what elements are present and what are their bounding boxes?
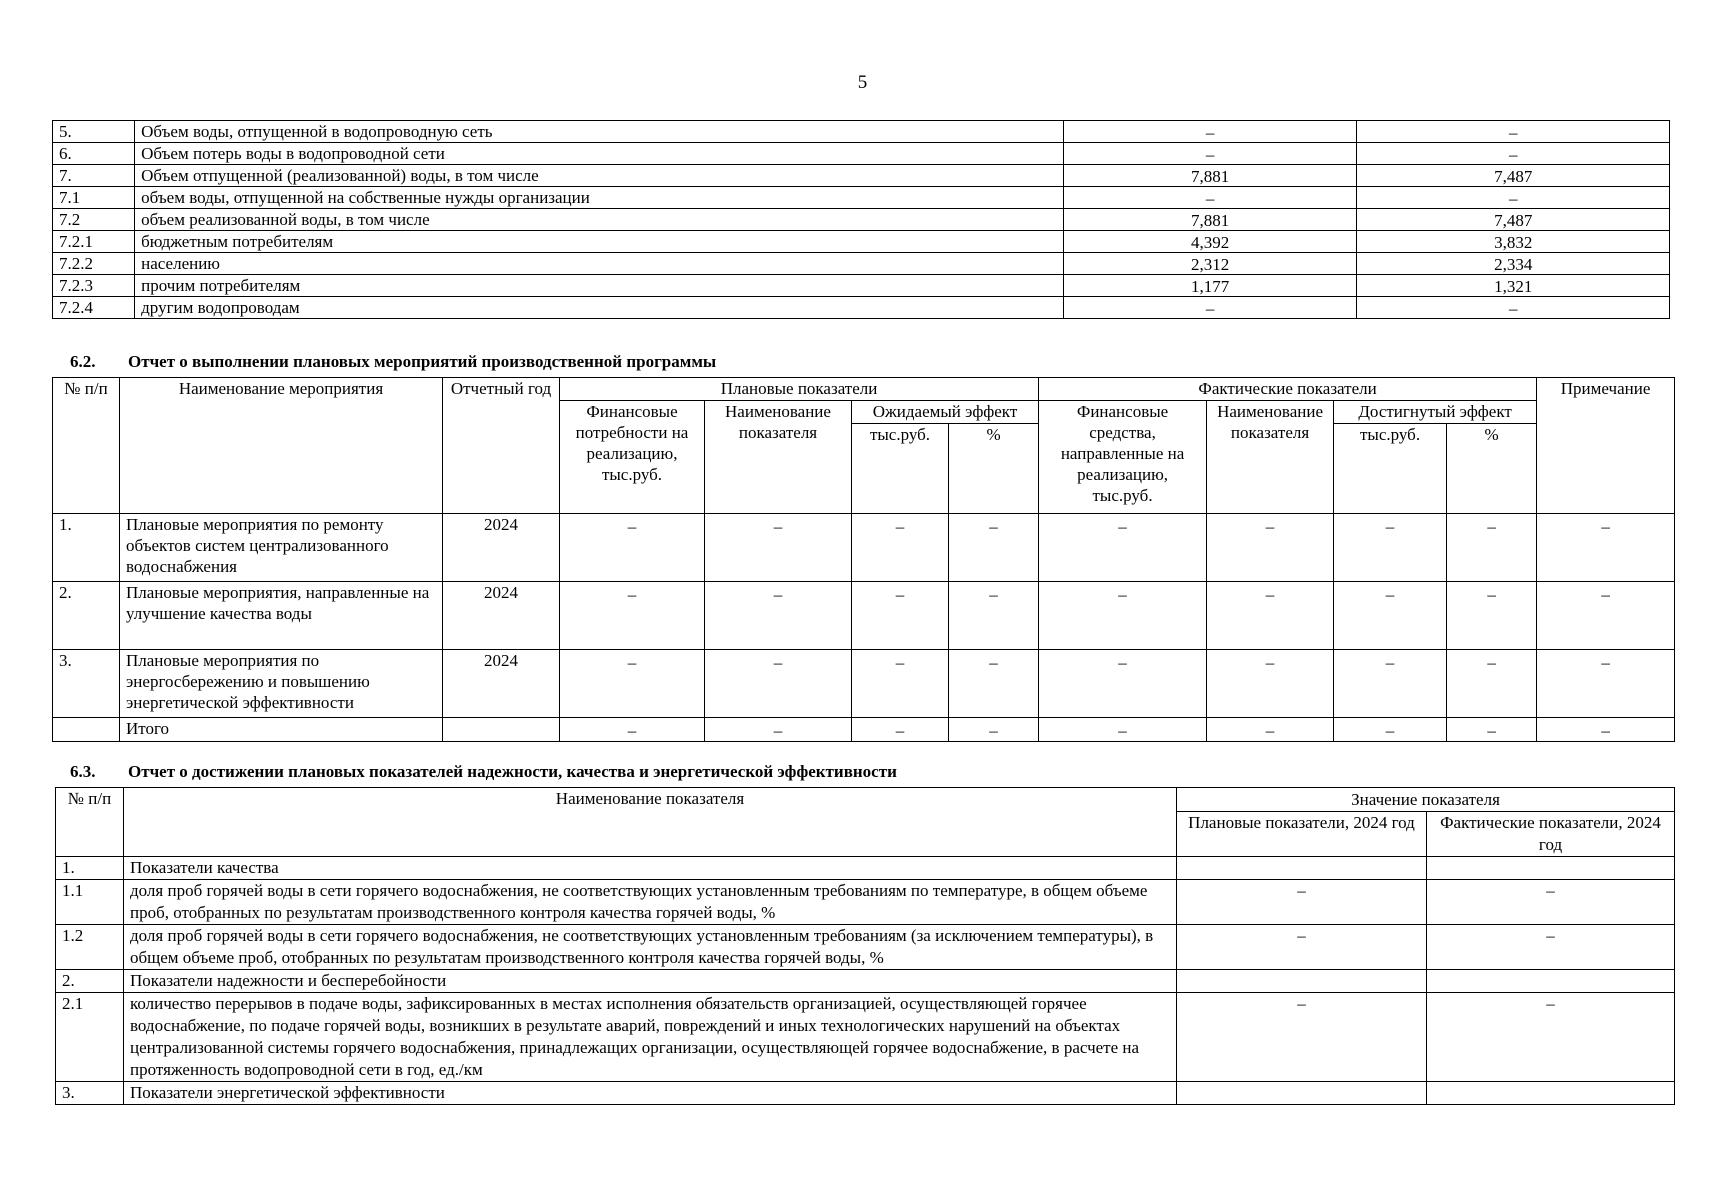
table-row — [56, 925, 1675, 970]
row-value-planned: 7,881 — [1063, 165, 1357, 187]
row-name: Показатели надежности и бесперебойности — [124, 970, 1177, 993]
table-row — [53, 650, 1675, 718]
row-value-actual: – — [1357, 187, 1670, 209]
row-plan-indicator: – — [705, 650, 852, 718]
row-name: доля проб горячей воды в сети горячего водоснабжения, не соответствующих установленным требованиям (за исключением температуры), в общем объеме проб, отобранных по результатам производственного контроля качества горячей воды, % — [124, 925, 1177, 970]
header-measure-name: Наименование мероприятия — [120, 378, 443, 514]
row-plan-thous: – — [852, 514, 949, 582]
header-num: № п/п — [53, 378, 120, 514]
row-fact-fin: – — [1039, 514, 1207, 582]
row-value-planned — [1177, 1082, 1427, 1105]
header-note: Примечание — [1537, 378, 1675, 514]
table-row — [53, 582, 1675, 650]
table-row — [56, 970, 1675, 993]
row-value-actual: – — [1357, 121, 1670, 143]
table-row — [53, 231, 1670, 253]
row-plan-thous: – — [852, 582, 949, 650]
total-row — [53, 718, 1675, 742]
section-number: 6.3. — [70, 762, 96, 781]
row-value-planned: – — [1177, 993, 1427, 1082]
table-row — [53, 121, 1670, 143]
total-plan-pct: – — [949, 718, 1039, 742]
row-name: Показатели энергетической эффективности — [124, 1082, 1177, 1105]
row-fact-fin: – — [1039, 650, 1207, 718]
total-plan-indicator: – — [705, 718, 852, 742]
row-name: Показатели качества — [124, 857, 1177, 880]
row-value-actual: – — [1357, 297, 1670, 319]
row-number: 3. — [56, 1082, 124, 1105]
row-number — [53, 718, 120, 742]
row-value-planned: – — [1063, 187, 1357, 209]
table-row — [53, 514, 1675, 582]
row-name: бюджетным потребителям — [135, 231, 1064, 253]
header-num: № п/п — [56, 788, 124, 857]
row-number: 1. — [56, 857, 124, 880]
row-year: 2024 — [443, 650, 560, 718]
total-note: – — [1537, 718, 1675, 742]
row-number: 2. — [56, 970, 124, 993]
row-note: – — [1537, 514, 1675, 582]
total-fact-fin: – — [1039, 718, 1207, 742]
row-plan-indicator: – — [705, 582, 852, 650]
header-plan-effect: Ожидаемый эффект — [852, 401, 1039, 424]
row-value-actual: 3,832 — [1357, 231, 1670, 253]
row-number: 7.2.1 — [53, 231, 135, 253]
row-plan-pct: – — [949, 582, 1039, 650]
total-fact-thous: – — [1334, 718, 1447, 742]
row-name: доля проб горячей воды в сети горячего водоснабжения, не соответствующих установленным требованиям по температуре, в общем объеме проб, отобранных по результатам производственного контроля качества горячей воды, % — [124, 880, 1177, 925]
water-volume-table — [52, 120, 1670, 319]
row-year: 2024 — [443, 514, 560, 582]
total-fact-indicator: – — [1207, 718, 1334, 742]
row-value-planned — [1177, 970, 1427, 993]
row-plan-fin: – — [560, 514, 705, 582]
row-name: количество перерывов в подаче воды, зафиксированных в местах исполнения обязательств организацией, осуществляющей горячее водоснабжение, по подаче горячей воды, возникших в результате аварий, повреждений и иных технологических нарушений на объектах централизованной системы горячего водоснабжения, принадлежащих организации, осуществляющей горячее водоснабжение, в расчете на протяженность водопроводной сети в год, ед./км — [124, 993, 1177, 1082]
header-plan-thous: тыс.руб. — [852, 424, 949, 514]
header-year: Отчетный год — [443, 378, 560, 514]
row-value-planned: – — [1177, 925, 1427, 970]
section-6-3-heading — [70, 762, 897, 782]
row-plan-thous: – — [852, 650, 949, 718]
total-fact-pct: – — [1447, 718, 1537, 742]
row-value-planned: – — [1063, 297, 1357, 319]
header-actual: Фактические показатели, 2024 год — [1427, 812, 1675, 857]
row-fact-pct: – — [1447, 514, 1537, 582]
total-plan-thous: – — [852, 718, 949, 742]
total-plan-fin: – — [560, 718, 705, 742]
row-name: Плановые мероприятия, направленные на улучшение качества воды — [120, 582, 443, 650]
header-fact-fin: Финансовые средства, направленные на реализацию, тыс.руб. — [1039, 401, 1207, 514]
row-fact-indicator: – — [1207, 650, 1334, 718]
table-row — [56, 1082, 1675, 1105]
row-value-planned: – — [1177, 880, 1427, 925]
row-name: объем реализованной воды, в том числе — [135, 209, 1064, 231]
row-plan-indicator: – — [705, 514, 852, 582]
row-number: 1.1 — [56, 880, 124, 925]
row-fact-indicator: – — [1207, 514, 1334, 582]
row-value-actual: 7,487 — [1357, 209, 1670, 231]
header-plan-fin: Финансовые потребности на реализацию, тыс.руб. — [560, 401, 705, 514]
row-name: прочим потребителям — [135, 275, 1064, 297]
table-row — [53, 209, 1670, 231]
row-value-actual: 1,321 — [1357, 275, 1670, 297]
row-plan-fin: – — [560, 650, 705, 718]
row-number: 7.1 — [53, 187, 135, 209]
row-name: Плановые мероприятия по энергосбережению и повышению энергетической эффективности — [120, 650, 443, 718]
row-number: 7.2.2 — [53, 253, 135, 275]
row-value-planned — [1177, 857, 1427, 880]
header-indicator-name: Наименование показателя — [124, 788, 1177, 857]
row-plan-pct: – — [949, 514, 1039, 582]
table-row — [53, 297, 1670, 319]
section-number: 6.2. — [70, 352, 96, 371]
header-fact-indicator: Наименование показателя — [1207, 401, 1334, 514]
row-value-planned: – — [1063, 121, 1357, 143]
table-row — [53, 275, 1670, 297]
table-row — [53, 187, 1670, 209]
section-title: Отчет о выполнении плановых мероприятий производственной программы — [128, 352, 717, 371]
row-number: 6. — [53, 143, 135, 165]
header-planned: Плановые показатели — [560, 378, 1039, 401]
header-fact-pct: % — [1447, 424, 1537, 514]
row-number: 2.1 — [56, 993, 124, 1082]
table-row — [53, 165, 1670, 187]
row-value-planned: – — [1063, 143, 1357, 165]
row-fact-fin: – — [1039, 582, 1207, 650]
row-fact-thous: – — [1334, 650, 1447, 718]
section-6-2-heading — [70, 352, 716, 372]
row-name: Плановые мероприятия по ремонту объектов систем централизованного водоснабжения — [120, 514, 443, 582]
row-number: 7.2.3 — [53, 275, 135, 297]
row-name: объем воды, отпущенной на собственные нужды организации — [135, 187, 1064, 209]
row-number: 3. — [53, 650, 120, 718]
row-name: Объем потерь воды в водопроводной сети — [135, 143, 1064, 165]
row-note: – — [1537, 650, 1675, 718]
header-fact-effect: Достигнутый эффект — [1334, 401, 1537, 424]
row-value-actual: – — [1427, 993, 1675, 1082]
reliability-indicators-table — [55, 787, 1675, 1105]
header-plan-pct: % — [949, 424, 1039, 514]
row-number: 1.2 — [56, 925, 124, 970]
row-value-actual: – — [1427, 880, 1675, 925]
table-row — [56, 993, 1675, 1082]
row-number: 7. — [53, 165, 135, 187]
row-fact-pct: – — [1447, 650, 1537, 718]
row-number: 2. — [53, 582, 120, 650]
row-value-planned: 2,312 — [1063, 253, 1357, 275]
row-note: – — [1537, 582, 1675, 650]
table-row — [56, 857, 1675, 880]
row-value-actual — [1427, 1082, 1675, 1105]
row-number: 7.2 — [53, 209, 135, 231]
row-fact-pct: – — [1447, 582, 1537, 650]
row-value-planned: 1,177 — [1063, 275, 1357, 297]
table-row — [53, 253, 1670, 275]
row-fact-thous: – — [1334, 582, 1447, 650]
row-value-actual — [1427, 970, 1675, 993]
row-number: 1. — [53, 514, 120, 582]
planned-measures-table — [52, 377, 1675, 742]
row-plan-pct: – — [949, 650, 1039, 718]
row-name: населению — [135, 253, 1064, 275]
row-name: Объем воды, отпущенной в водопроводную сеть — [135, 121, 1064, 143]
row-fact-indicator: – — [1207, 582, 1334, 650]
table-row — [53, 143, 1670, 165]
row-value-planned: 7,881 — [1063, 209, 1357, 231]
header-fact-thous: тыс.руб. — [1334, 424, 1447, 514]
table-row — [56, 880, 1675, 925]
total-label: Итого — [120, 718, 443, 742]
header-actual: Фактические показатели — [1039, 378, 1537, 401]
row-value-planned: 4,392 — [1063, 231, 1357, 253]
header-plan-indicator: Наименование показателя — [705, 401, 852, 514]
row-value-actual: 2,334 — [1357, 253, 1670, 275]
row-value-actual: – — [1427, 925, 1675, 970]
row-value-actual: – — [1357, 143, 1670, 165]
row-number: 5. — [53, 121, 135, 143]
row-year: 2024 — [443, 582, 560, 650]
row-name: Объем отпущенной (реализованной) воды, в том числе — [135, 165, 1064, 187]
row-year — [443, 718, 560, 742]
row-plan-fin: – — [560, 582, 705, 650]
header-planned: Плановые показатели, 2024 год — [1177, 812, 1427, 857]
row-fact-thous: – — [1334, 514, 1447, 582]
row-value-actual: 7,487 — [1357, 165, 1670, 187]
row-name: другим водопроводам — [135, 297, 1064, 319]
header-value: Значение показателя — [1177, 788, 1675, 812]
page-number: 5 — [857, 72, 868, 93]
row-value-actual — [1427, 857, 1675, 880]
row-number: 7.2.4 — [53, 297, 135, 319]
section-title: Отчет о достижении плановых показателей надежности, качества и энергетической эффективности — [128, 762, 897, 781]
